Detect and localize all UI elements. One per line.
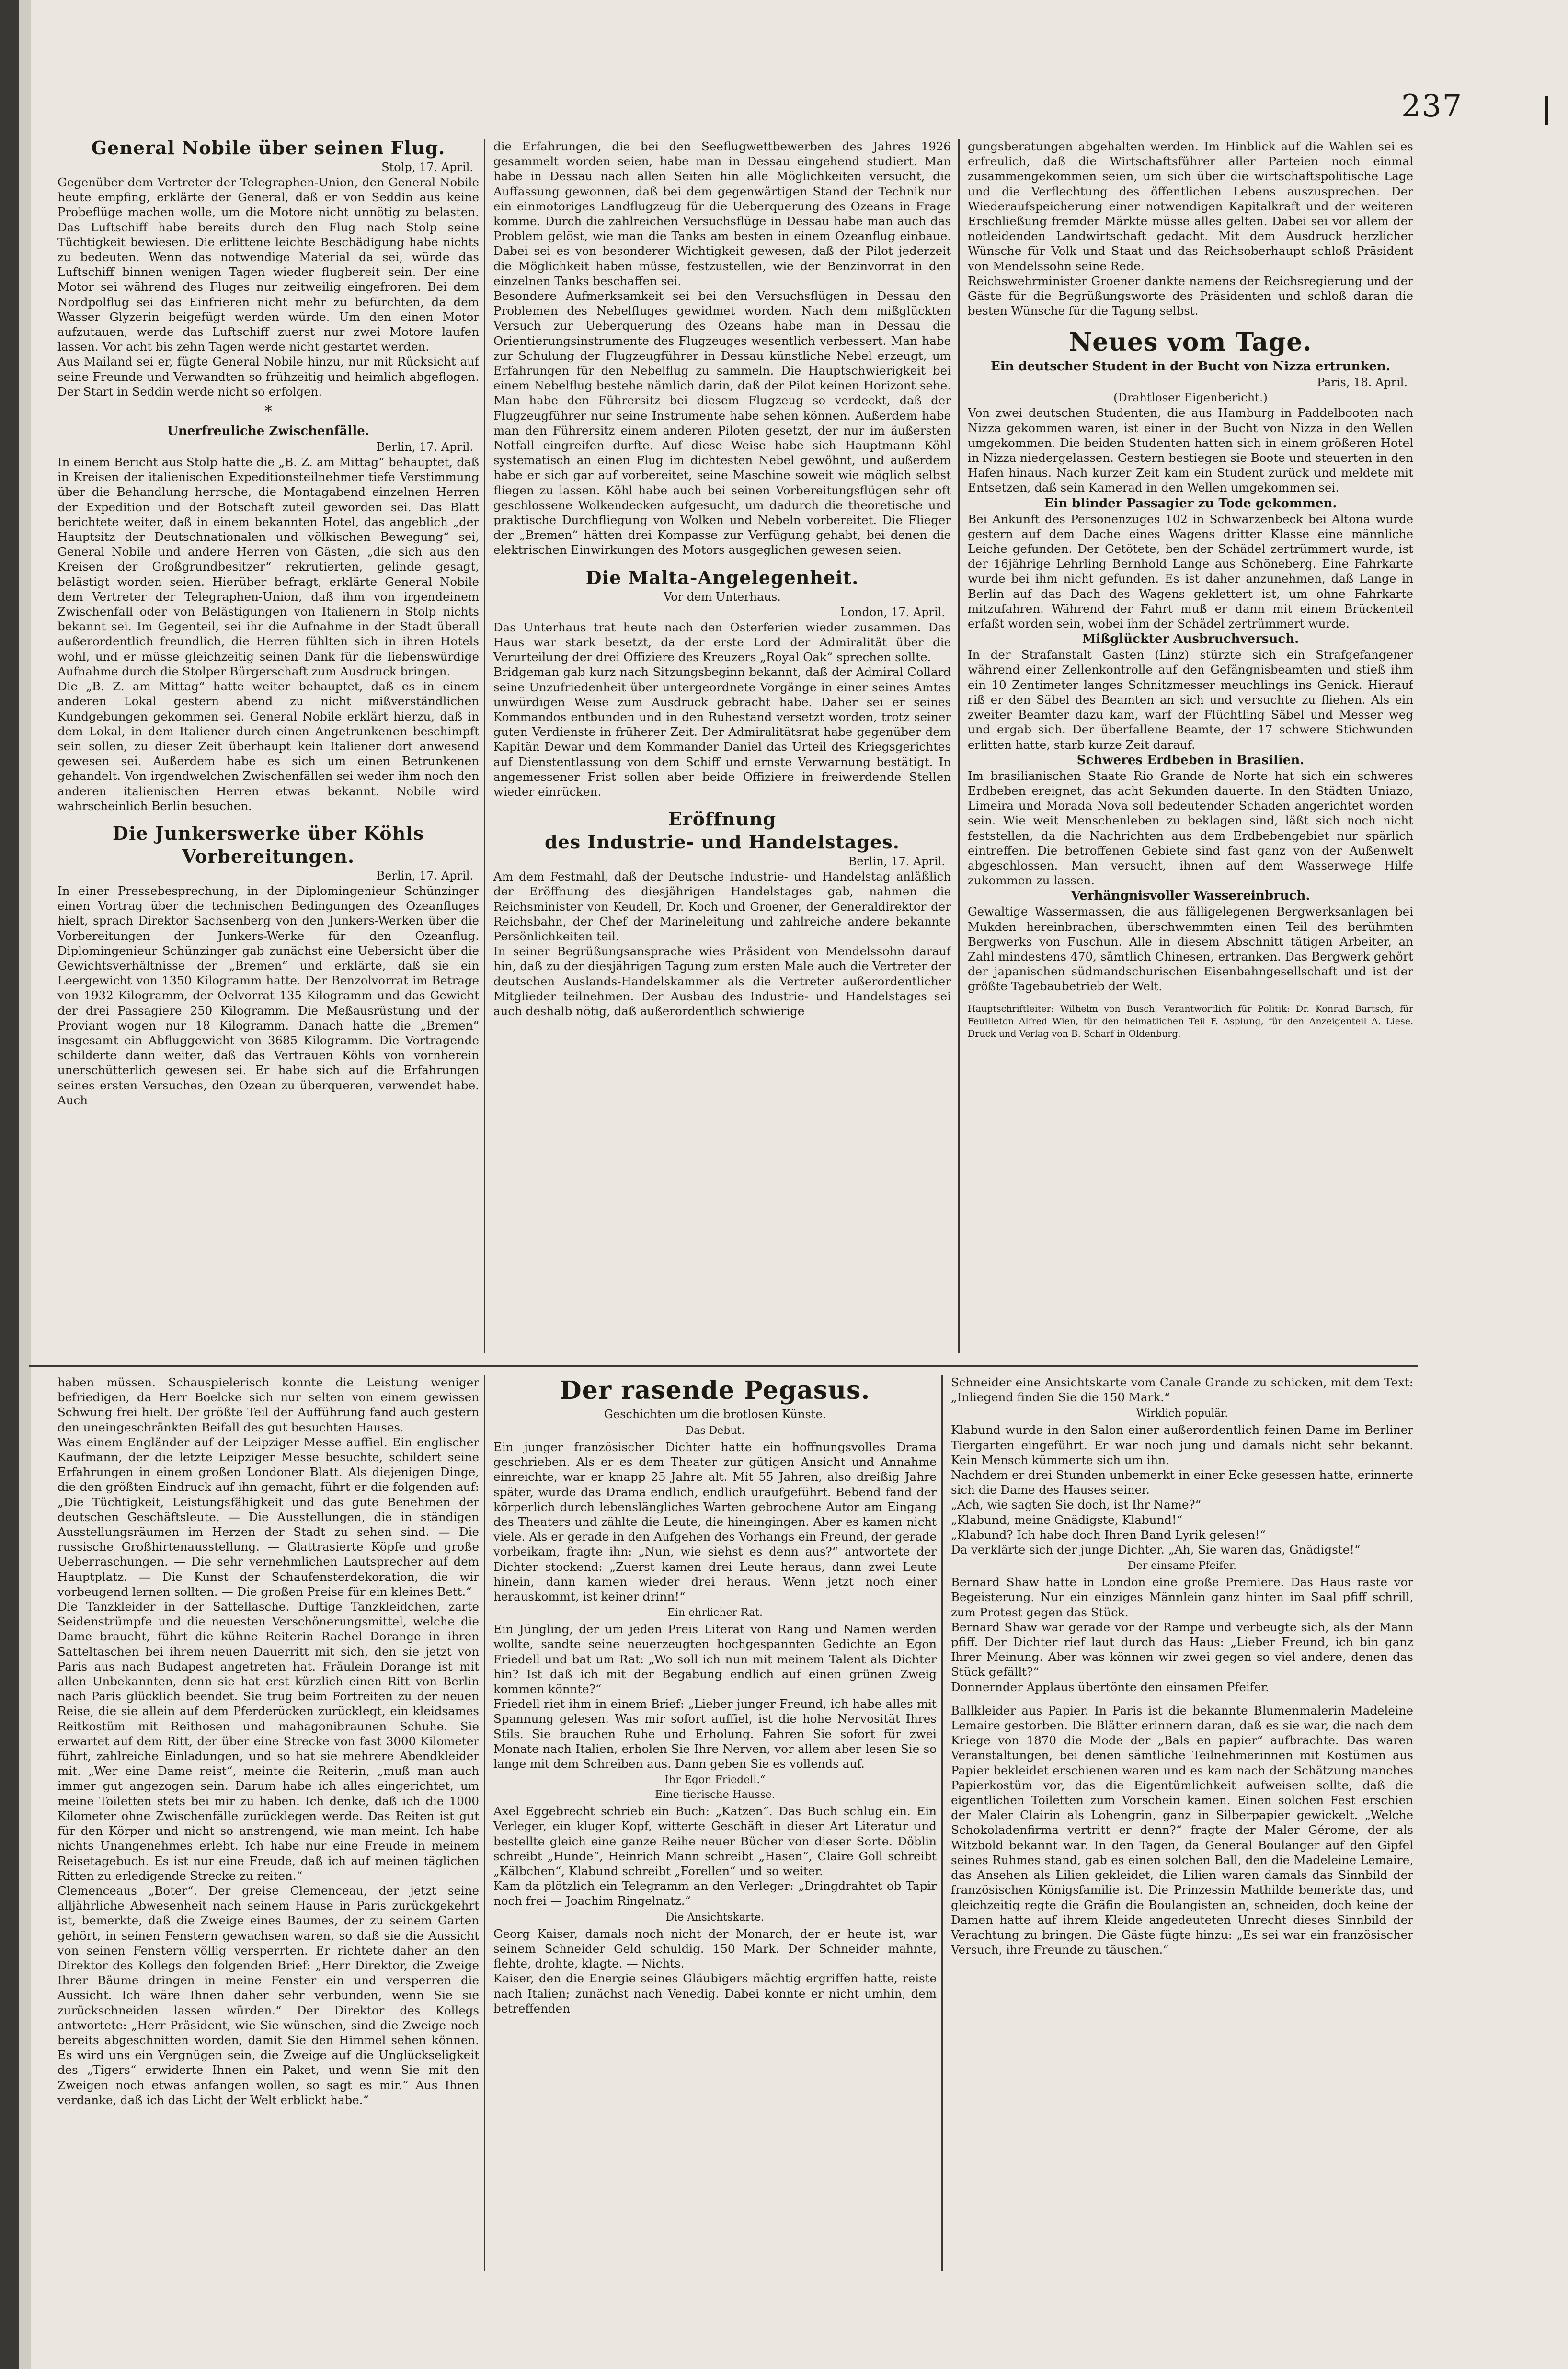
article-text: Am dem Festmahl, daß der Deutsche Industrie- und Handelstag anläßlich der Eröffnung des diesjährigen Handelstages gab, nahmen die Reichsminister von Keudell, Dr. Koch und Groener, der Generaldirektor der Reichsbahn, der Chef der Marineleitung und zahlreiche andere bekannte Persönlichkeiten teil. (493, 870, 951, 943)
top-column-3 (968, 139, 1413, 1353)
headline-industrie-line2: des Industrie- und Handelstages. (545, 831, 900, 853)
article-text: Besondere Aufmerksamkeit sei bei den Versuchsflügen in Dessau den Problemen des Nebelfluges gewidmet worden. Nach dem mißglückten Versuch zur Ueberquerung des Ozeans habe man in Dessau die Orientierungsinstrumente des Flugzeuges wesentlich verbessert. Man habe zur Schulung der Flugzeugführer in Dessau künstliche Nebel erzeugt, um Erfahrungen für den Nebelflug zu sammeln. Die Hauptschwierigkeit bei einem Nebelflug bestehe nämlich darin, daß der Pilot keinen Horizont sehe. Man habe den Führersitz bei diesem Flugzeug so verdeckt, daß der Flugzeugführer nur seine Instrumente habe sehen können. Außerdem habe man den Führersitz einem anderen Piloten gesetzt, der nur im äußersten Notfall eingreifen durfte. Auf diese Weise habe sich Hauptmann Köhl systematisch an einen Flug im dichtesten Nebel gewöhnt, und außerdem habe er sich gar auf vorbereitet, seine Maschine soweit wie möglich selbst fliegen zu lassen. Köhl habe auch bei seinen Vorbereitungsflügen sehr oft geschlossene Wolkendecken aufgesucht, um dadurch die theoretische und praktische Durchfliegung von Wolken und Nebeln vorbereitet. Die Flieger der „Bremen“ hätten drei Kompasse zur Verfügung gehabt, bei denen die elektrischen Einwirkungen des Motors ausgeglichen gewesen seien. (493, 289, 951, 557)
feuilleton-text: „Klabund? Ich habe doch Ihren Band Lyrik gelesen!“ (951, 1527, 1266, 1542)
page-number-mark (1545, 96, 1548, 125)
section-heading: Die Ansichtskarte. (665, 1911, 765, 1923)
dateline: Stolp, 17. April. (381, 160, 473, 174)
feuilleton-text: Nachdem er drei Stunden unbemerkt in einer Ecke gesessen hatte, erinnerte sich die Dame des Hauses seiner. (951, 1468, 1413, 1497)
section-divider (29, 1365, 1418, 1367)
headline-malta: Die Malta-Angelegenheit. (585, 566, 859, 588)
article-text: Das Unterhaus trat heute nach den Osterferien wieder zusammen. Das Haus war stark besetzt, da der erste Lord der Admiralität über die Verurteilung der drei Offiziere des Kreuzers „Royal Oak“ sprechen sollte. (493, 620, 951, 664)
article-text: die Erfahrungen, die bei den Seeflugwettbewerben des Jahres 1926 gesammelt worden seien, habe man in Dessau eingehend studiert. Man habe in Dessau nach allen Seiten hin alle Möglichkeiten versucht, die Auffassung gewonnen, daß bei dem gegenwärtigen Stand der Technik nur ein einmotoriges Landflugzeug für die Ueberquerung des Ozeans in Frage komme. Durch die zahlreichen Versuchsflüge in Dessau habe man auch das Problem gelöst, wie man die Tanks am besten in einem Ozeanflug einbaue. Dabei sei es von besonderer Wichtigkeit gewesen, daß der Pilot jederzeit die Möglichkeit haben müsse, festzustellen, wie der Benzinvorrat in den einzelnen Tanks beschaffen sei. (493, 139, 951, 288)
scan-edge-shadow (19, 0, 31, 2369)
feuilleton-text: Was einem Engländer auf der Leipziger Messe auffiel. Ein englischer Kaufmann, der die letzte Leipziger Messe besuchte, schildert seine Erfahrungen in einem großen Londoner Blatt. Als diejenigen Dinge, die den größten Eindruck auf ihn gemacht, führt er die folgenden auf: „Die Tüchtigkeit, Leistungsfähigkeit und das gute Benehmen der deutschen Geschäftsleute. — Die Ausstellungen, die in ständigen Ausstellungsräumen im Herzen der Stadt zu sehen sind. — Die russische Großhirtenausstellung. — Glattrasierte Köpfe und große Ueberraschungen. — Die sehr vernehmlichen Lautsprecher auf dem Hauptplatz. — Die Kunst der Schaufensterdekoration, die wir vorbeugend lernen sollten. — Die großen Preise für ein kleines Bett.“ (57, 1435, 479, 1599)
dateline: Paris, 18. April. (1316, 376, 1408, 389)
subheadline: Unerfreuliche Zwischenfälle. (167, 424, 369, 439)
article-text: In einer Pressebesprechung, in der Diplomingenieur Schünzinger einen Vortrag über die technischen Bedingungen des Ozeanfluges hielt, sprach Direktor Sachsenberg von den Junkers-Werken über die Vorbereitungen der Junkers-Werke für den Ozeanflug. Diplomingenieur Schünzinger gab zunächst eine Uebersicht über die Gewichtsverhältnisse der „Bremen“ und erklärte, daß sie ein Leergewicht von 1350 Kilogramm hatte. Der Benzolvorrat im Betrage von 1932 Kilogramm, der Oelvorrat 135 Kilogramm und das Gewicht der drei Passagiere 250 Kilogramm. Die Meßausrüstung und der Proviant wogen nur 18 Kilogramm. Danach hatte die „Bremen“ insgesamt ein Abfluggewicht von 3685 Kilogramm. Die Vortragende schilderte dann weiter, daß das Vertrauen Köhls von vornherein unerschütterlich gewesen sei. Er habe sich auf die Erfahrungen seines ersten Versuches, den Ozean zu überqueren, verwendet habe. Auch (57, 883, 479, 1107)
subheadline: Vor dem Unterhaus. (664, 590, 781, 604)
feuilleton-text: Donnernder Applaus übertönte den einsamen Pfeifer. (951, 1680, 1270, 1694)
article-text: Reichswehrminister Groener dankte namens der Reichsregierung und der Gäste für die Begrüßungsworte des Präsidenten und schloß daran die besten Wünsche für die Tagung selbst. (968, 274, 1413, 318)
subheadline: Verhängnisvoller Wassereinbruch. (1071, 889, 1310, 904)
section-heading: Eine tierische Hausse. (655, 1789, 775, 1801)
feuilleton-text: Friedell riet ihm in einem Brief: „Lieber junger Freund, ich habe alles mit Spannung gelesen. Was mir sofort auffiel, ist die hohe Nervosität Ihres Stils. Sie brauchen Ruhe und Erholung. Fahren Sie sofort für zwei Monate nach Italien, erholen Sie Ihre Nerven, vor allem aber lesen Sie so lange mit dem Schreiben aus. Dann geben Sie es vollends auf. (493, 1697, 937, 1771)
subheadline: Ein blinder Passagier zu Tode gekommen. (1044, 496, 1337, 511)
article-text: Die „B. Z. am Mittag“ hatte weiter behauptet, daß es in einem anderen Lokal gestern abend zu nicht mißverständlichen Kundgebungen gekommen sei. General Nobile erklärt hierzu, daß in dem Lokal, in dem Italiener durch einen Angetrunkenen beschimpft sein sollen, zu dieser Zeit überhaupt kein Italiener dort anwesend gewesen sei. Außerdem habe es sich um einen Betrunkenen gehandelt. Von irgendwelchen Zwischenfällen sei weder ihm noch den anderen italienischen Herren etwas bekannt. Nobile wird wahrscheinlich Berlin besuchen. (57, 679, 479, 813)
headline-neues-vom-tage: Neues vom Tage. (1069, 328, 1312, 357)
feuilleton-text: Bernard Shaw hatte in London eine große Premiere. Das Haus raste vor Begeisterung. Nur ein einziges Männlein ganz hinten im Saal pfiff schrill, zum Protest gegen das Stück. (951, 1575, 1413, 1619)
feuilleton-text: Klabund wurde in den Salon einer außerordentlich feinen Dame im Berliner Tiergarten eingeführt. Er war noch jung und damals nicht sehr bekannt. Kein Mensch kümmerte sich um ihn. (951, 1423, 1413, 1467)
subheadline: Geschichten um die brotlosen Künste. (604, 1408, 826, 1421)
feuilleton-text: Ballkleider aus Papier. In Paris ist die bekannte Blumenmalerin Madeleine Lemaire gestorben. Die Blätter erinnern daran, daß es sie war, die nach dem Kriege von 1870 die Mode der „Bals en papier“ aufbrachte. Das waren Veranstaltungen, bei denen sämtliche Teilnehmerinnen mit Kostümen aus Papier bekleidet erschienen waren und es kam nach der Schätzung manches Papierkostüm vor, das die Eigentümlichkeit aufweisen sollte, daß die eigentlichen Toiletten zum Vorschein kamen. Einen solchen Fest erschien der Maler Clairin als Lohengrin, ganz in Silberpapier gewickelt. „Welche Schokoladenfirma vertritt er denn?“ fragte der Maler Gérome, der als Witzbold bekannt war. In den Tagen, da General Boulanger auf den Gipfel seines Ruhmes stand, gab es einen solchen Ball, den die Madeleine Lemaire, das Ansehen als Lilien gekleidet, die Lilien waren damals das Sinnbild der französischen Königsfamilie ist. Die Prinzessin Mathilde bemerkte das, und gleichzeitig regte die Gräfin die Boulangisten an, schneiden, doch keine der Damen hatte auf ihrem Kleide angedeuteten Unrecht dieses Sinnbild der Verachtung zu bringen. Die Gäste fügte hinzu: „Es sei war ein französischer Versuch, ihre Freunde zu täuschen.“ (951, 1703, 1413, 1957)
column-rule (484, 139, 485, 1353)
headline-junkers: Die Junkerswerke über Köhls Vorbereitungen. (112, 822, 424, 867)
feuilleton-text: haben müssen. Schauspielerisch konnte die Leistung weniger befriedigen, da Herr Boelcke sich nur selten von einem gewissen Schwung frei hielt. Der größte Teil der Aufführung fand auch gestern den uneingeschränkten Beifall des gut besuchten Hauses. (57, 1375, 479, 1434)
feuilleton-text: Kam da plötzlich ein Telegramm an den Verleger: „Dringdrahtet ob Tapir noch frei — Joachim Ringelnatz.“ (493, 1879, 937, 1908)
headline-industrie: Eröffnung (668, 808, 777, 830)
feuilleton-text: „Ach, wie sagten Sie doch, ist Ihr Name?“ (951, 1498, 1202, 1512)
scan-edge (0, 0, 19, 2369)
article-text: Aus Mailand sei er, fügte General Nobile hinzu, nur mit Rücksicht auf seine Freunde und Verwandten so frühzeitig und heimlich abgeflogen. Der Start in Seddin werde nicht so erfolgen. (57, 355, 479, 399)
bottom-column-3 (951, 1375, 1413, 2271)
article-text: Im brasilianischen Staate Rio Grande de Norte hat sich ein schweres Erdbeben ereignet, das acht Sekunden dauerte. In den Städten Uniazo, Limeira und Morada Nova soll bedeutender Schaden angerichtet worden sein. Wie weit Menschenleben zu beklagen sind, läßt sich noch nicht feststellen, da die Nachrichten aus dem Erdbebengebiet nur spärlich eintreffen. Die betroffenen Gebiete sind fast ganz von der Außenwelt abgeschlossen. Man versucht, ihnen auf dem Wasserwege Hilfe zukommen zu lassen. (968, 768, 1413, 888)
feuilleton-text: Georg Kaiser, damals noch nicht der Monarch, der er heute ist, war seinem Schneider Geld schuldig. 150 Mark. Der Schneider mahnte, flehte, drohte, klagte. — Nichts. (493, 1926, 937, 1971)
column-rule (484, 1375, 485, 2271)
bottom-column-1 (57, 1375, 479, 2271)
section-heading: Ein ehrlicher Rat. (667, 1607, 763, 1619)
subheadline: Ein deutscher Student in der Bucht von Nizza ertrunken. (990, 359, 1391, 374)
article-text: Bei Ankunft des Personenzuges 102 in Schwarzenbeck bei Altona wurde gestern auf dem Dache eines Wagens dritter Klasse eine männliche Leiche gefunden. Der Getötete, ben der Schädel zertrümmert wurde, ist der 16jährige Lehrling Bernhold Lange aus Schöneberg. Eine Fahrkarte wurde bei ihm nicht gefunden. Es ist daher anzunehmen, daß Lange in Berlin auf das Dach des Wagens geklettert ist, um ohne Fahrkarte mitzufahren. Während der Fahrt muß er dann mit einem Brückenteil erfaßt worden sein, wobei ihm der Schädel zertrümmert wurde. (968, 512, 1413, 631)
feuilleton-text: Da verklärte sich der junge Dichter. „Ah, Sie waren das, Gnädigste!“ (951, 1543, 1361, 1557)
section-heading: Wirklich populär. (1136, 1408, 1228, 1420)
dateline: Berlin, 17. April. (376, 869, 473, 882)
imprint: Hauptschriftleiter: Wilhelm von Busch. Verantwortlich für Politik: Dr. Konrad Bartsch, für Feuilleton Alfred Wien, für den heimatlichen Teil F. Asplung, für den Anzeigenteil A. Liese. Druck und Verlag von B. Scharf in Oldenburg. (968, 1003, 1413, 1039)
article-text: gungsberatungen abgehalten werden. Im Hinblick auf die Wahlen sei es erfreulich, daß die Wirtschaftsführer aller Parteien noch einmal zusammengekommen seien, um sich über die wirtschaftspolitische Lage und die Verflechtung des öffentlichen Lebens auszusprechen. Der Wiederaufspeicherung einer notwendigen Kapitalkraft und der weiteren Erschließung fremder Märkte müsse alles gelten. Dabei sei vor allem der notleidenden Landwirtschaft gedacht. Mit dem Ausdruck herzlicher Wünsche für Volk und Staat und das Reichsoberhaupt schloß Präsident von Mendelssohn seine Rede. (968, 139, 1413, 273)
headline-nobile: General Nobile über seinen Flug. (91, 137, 446, 159)
feuilleton-text: Bernard Shaw war gerade vor der Rampe und verbeugte sich, als der Mann pfiff. Der Dichter rief laut durch das Haus: „Lieber Freund, ich bin ganz Ihrer Meinung. Aber was können wir zwei gegen so viel andere, denen das Stück gefällt?“ (951, 1620, 1413, 1679)
article-text: In einem Bericht aus Stolp hatte die „B. Z. am Mittag“ behauptet, daß in Kreisen der italienischen Expeditionsteilnehmer tiefe Verstimmung über die Behandlung herrsche, die Montagabend einzelnen Herren der Expedition und der Botschaft zuteil geworden sei. Das Blatt berichtete weiter, daß in einem bekannten Hotel, das angeblich „der Hauptsitz der Deutschnationalen und völkischen Bewegung“ sei, General Nobile und andere Herren von Gästen, „die sich aus den Kreisen der Großgrundbesitzer“ rekrutierten, gelinde gesagt, belästigt worden seien. Hierüber befragt, erklärte General Nobile dem Vertreter der Telegraphen-Union, daß ihm von irgendeinem Zwischenfall oder von Belästigungen von Italienern in Stolp nichts bekannt sei. Im Gegenteil, sei ihr die Aufnahme in der Stadt überall außerordentlich freundlich, die Herren fühlten sich in ihren Hotels wohl, und er müsse gleichzeitig seinen Dank für die liebenswürdige Aufnahme durch die Stolper Bürgerschaft zum Ausdruck bringen. (57, 455, 479, 678)
section-heading: Der einsame Pfeifer. (1128, 1560, 1236, 1572)
bottom-column-2 (493, 1375, 937, 2271)
article-text: In der Strafanstalt Gasten (Linz) stürzte sich ein Strafgefangener während einer Zellenkontrolle auf den Gefängnisbeamten und stieß ihm ein 10 Zentimeter langes Schnitzmesser meuchlings ins Genick. Hierauf riß er den Säbel des Beamten an sich und versuchte zu fliehen. Als ein zweiter Beamter dazu kam, warf der Flüchtling Säbel und Messer weg und ergab sich. Der überfallene Beamte, der 17 schwere Stichwunden erlitten hatte, starb kurze Zeit darauf. (968, 648, 1413, 752)
dateline: Berlin, 17. April. (848, 855, 945, 869)
article-text: In seiner Begrüßungsansprache wies Präsident von Mendelssohn darauf hin, daß zu der diesjährigen Tagung zum ersten Male auch die Vertreter der deutschen Auslands-Handelskammer als die Vertreter außerordentlicher Mitglieder teilnehmen. Der Ausbau des Industrie- und Handelstages sei auch deshalb nötig, daß außerordentlich schwierige (493, 944, 951, 1018)
signature-line: Ihr Egon Friedell.“ (664, 1774, 766, 1786)
subheadline: (Drahtloser Eigenbericht.) (1113, 391, 1268, 405)
separator-star: * (264, 402, 272, 421)
top-column-2 (493, 139, 951, 1353)
section-heading: Das Debut. (685, 1425, 745, 1437)
feuilleton-text: Die Tanzkleider in der Sattellasche. Duftige Tanzkleidchen, zarte Seidenstrümpfe und die neuesten Verschönerungsmittel, welche die Dame braucht, führt die kühne Reiterin Rachel Dorange in ihren Satteltaschen bei ihrem neuen Dauerritt mit sich, den sie jetzt von Paris aus nach Budapest angetreten hat. Fräulein Dorange ist mit allen Unbekannten, denn sie hat erst kürzlich einen Ritt von Berlin nach Paris glücklich beendet. Sie trug beim Fortreiten zu der neuen Reise, die sie allein auf dem Pferderücken zurücklegt, ein kleidsames Reitkostüm mit Reithosen und mahagonibraunen Schuhe. Sie erwartet auf dem Ritt, der über eine Strecke von fast 3000 Kilometer führt, zahlreiche Einladungen, und so hat sie mehrere Abendkleider mit. „Wer eine Dame reist“, meinte die Reiterin, „muß man auch immer gut angezogen sein. Darum habe ich alles eingerichtet, um meine Toiletten stets bei mir zu haben. Ich denke, daß ich die 1000 Kilometer ohne Zwischenfälle zurücklegen werde. Das Reiten ist gut für den Körper und nicht so anstrengend, wie man meint. Ich habe nichts Unangenehmes erlebt. Ich habe nur eine Freude in meinem Reisetagebuch. Es ist nur eine Freude, daß ich auf meinen täglichen Ritten zu erledigende Strecke zu reiten.“ (57, 1600, 479, 1883)
feuilleton-text: Ein Jüngling, der um jeden Preis Literat von Rang und Namen werden wollte, sandte seine neuerzeugten hochgespannten Gedichte an Egon Friedell und bat um Rat: „Wo soll ich nun mit meinem Talent als Dichter hin? Ist daß ich mit der Begabung endlich auf einen grünen Zweig kommen könnte?“ (493, 1622, 937, 1696)
feuilleton-text: Kaiser, den die Energie seines Gläubigers mächtig ergriffen hatte, reiste nach Italien; zunächst nach Venedig. Dabei konnte er nicht umhin, dem betreffenden (493, 1971, 937, 2015)
article-text: Gegenüber dem Vertreter der Telegraphen-Union, den General Nobile heute empfing, erklärte der General, daß er von Seddin aus keine Probeflüge machen wolle, um die Motore nicht unnötig zu belasten. Das Luftschiff habe bereits durch den Flug nach Stolp seine Tüchtigkeit bewiesen. Die erlittene leichte Beschädigung habe nichts zu bedeuten. Wenn das notwendige Material da sei, würde das Luftschiff binnen wenigen Tagen wieder flugbereit sein. Der eine Motor sei während des Fluges nur zeitweilig eingefroren. Bei dem Nordpolflug sei das Einfrieren nicht mehr zu befürchten, da dem Wasser Glyzerin beigefügt werden würde. Um den einen Motor aufzutauen, werde das Luftschiff zuerst nur zwei Motore laufen lassen. Vor acht bis zehn Tagen werde nicht gestartet werden. (57, 175, 479, 354)
article-text: Von zwei deutschen Studenten, die aus Hamburg in Paddelbooten nach Nizza gekommen waren, ist einer in der Bucht von Nizza in den Wellen umgekommen. Die beiden Studenten hatten sich in einem größeren Hotel in Nizza niedergelassen. Gestern bestiegen sie Boote und steuerten in den Hafen hinaus. Nach kurzer Zeit kam ein Student zurück und meldete mit Entsetzen, daß sein Kamerad in den Wellen umgekommen sei. (968, 406, 1413, 495)
feuilleton-text: Ein junger französischer Dichter hatte ein hoffnungsvolles Drama geschrieben. Als er es dem Theater zur gütigen Ansicht und Annahme einreichte, war er knapp 25 Jahre alt. Mit 55 Jahren, also dreißig Jahre später, wurde das Drama endlich, endlich uraufgeführt. Bebend fand der körperlich durch lebenslängliches Warten gebrochene Autor am Eingang des Theaters und zählte die Leute, die hineingingen. Aber es kamen nicht viele. Als er gerade in den Aufgehen des Vorhangs ein Freund, der gerade vorbeikam, fragte ihn: „Nun, wie siehst es denn aus?“ antwortete der Dichter stockend: „Zuerst kamen drei Leute heraus, dann zwei Leute hinein, dann kamen wieder drei heraus. Wenn jetzt noch einer herauskommt, ist keiner drinn!“ (493, 1440, 937, 1604)
page-number: 237 (1401, 89, 1463, 124)
column-rule (958, 139, 960, 1353)
feuilleton-text: Clemenceaus „Boter“. Der greise Clemenceau, der jetzt seine alljährliche Abwesenheit nach seinem Hause in Paris zurückgekehrt ist, bemerkte, daß die Zweige eines Baumes, der zu seinem Garten gehört, in seinen Fenstern gewachsen waren, so daß sie die Aussicht von seinen Fenstern völlig versperrten. Er richtete daher an den Direktor des Kollegs den folgenden Brief: „Herr Direktor, die Zweige Ihrer Bäume dringen in meine Fenster ein und versperren die Aussicht. Ich wäre Ihnen daher sehr verbunden, wenn Sie sie zurückschneiden lassen würden.“ Der Direktor des Kollegs antwortete: „Herr Präsident, wie Sie wünschen, sind die Zweige noch bereits abgeschnitten worden, damit Sie den Himmel sehen können. Es wird uns ein Vergnügen sein, die Zweige auf die Unglückseligkeit des „Tigers“ erwiderte Ihnen ein Paket, und wenn Sie mit den Zweigen noch etwas anfangen wollen, so sagt es mir.“ Aus Ihnen verdanke, daß ich das Licht der Welt erblickt habe.“ (57, 1883, 479, 2107)
feuilleton-text: Schneider eine Ansichtskarte vom Canale Grande zu schicken, mit dem Text: „Inliegend finden Sie die 150 Mark.“ (951, 1375, 1413, 1405)
subheadline: Schweres Erdbeben in Brasilien. (1076, 753, 1305, 767)
headline-pegasus: Der rasende Pegasus. (560, 1376, 870, 1405)
column-rule (941, 1375, 943, 2271)
feuilleton-text: „Klabund, meine Gnädigste, Klabund!“ (951, 1512, 1183, 1527)
dateline: London, 17. April. (840, 605, 945, 619)
article-text: Bridgeman gab kurz nach Sitzungsbeginn bekannt, daß der Admiral Collard seine Unzufriedenheit über untergeordnete Vorgänge in einer seines Amtes unwürdigen Weise zum Ausdruck gebracht habe. Daher sei er seines Kommandos entbunden und in den Ruhestand versetzt worden, trotz seiner guten Verdienste in früherer Zeit. Der Admiralitätsrat habe gegenüber dem Kapitän Dewar und dem Kommander Daniel das Urteil des Kriegsgerichtes auf Dienstentlassung von dem Schiff und ernste Verwarnung bestätigt. In angemessener Frist sollen aber beide Offiziere in freiwerdende Stellen wieder einrücken. (493, 665, 951, 799)
article-text: Gewaltige Wassermassen, die aus fälligelegenen Bergwerksanlagen bei Mukden hereinbrachen, überschwemmten einen Teil des berühmten Bergwerks von Fuschun. Alle in diesem Abschnitt tätigen Arbeiter, an Zahl mindestens 470, sämtlich Chinesen, ertranken. Das Bergwerk gehört der japanischen südmandschurischen Eisenbahngesellschaft und ist der größte Tagebaubetrieb der Welt. (968, 904, 1413, 994)
feuilleton-text: Axel Eggebrecht schrieb ein Buch: „Katzen“. Das Buch schlug ein. Ein Verleger, ein kluger Kopf, witterte Geschäft in dieser Art Literatur und bestellte gleich eine ganze Reihe neuer Bücher von dieser Sorte. Döblin schreibt „Hunde“, Heinrich Mann schreibt „Hasen“, Claire Goll schreibt „Kälbchen“, Klabund schreibt „Forellen“ und so weiter. (493, 1804, 937, 1878)
top-column-1 (57, 137, 479, 1353)
dateline: Berlin, 17. April. (376, 440, 473, 454)
subheadline: Mißglückter Ausbruchversuch. (1082, 632, 1299, 647)
